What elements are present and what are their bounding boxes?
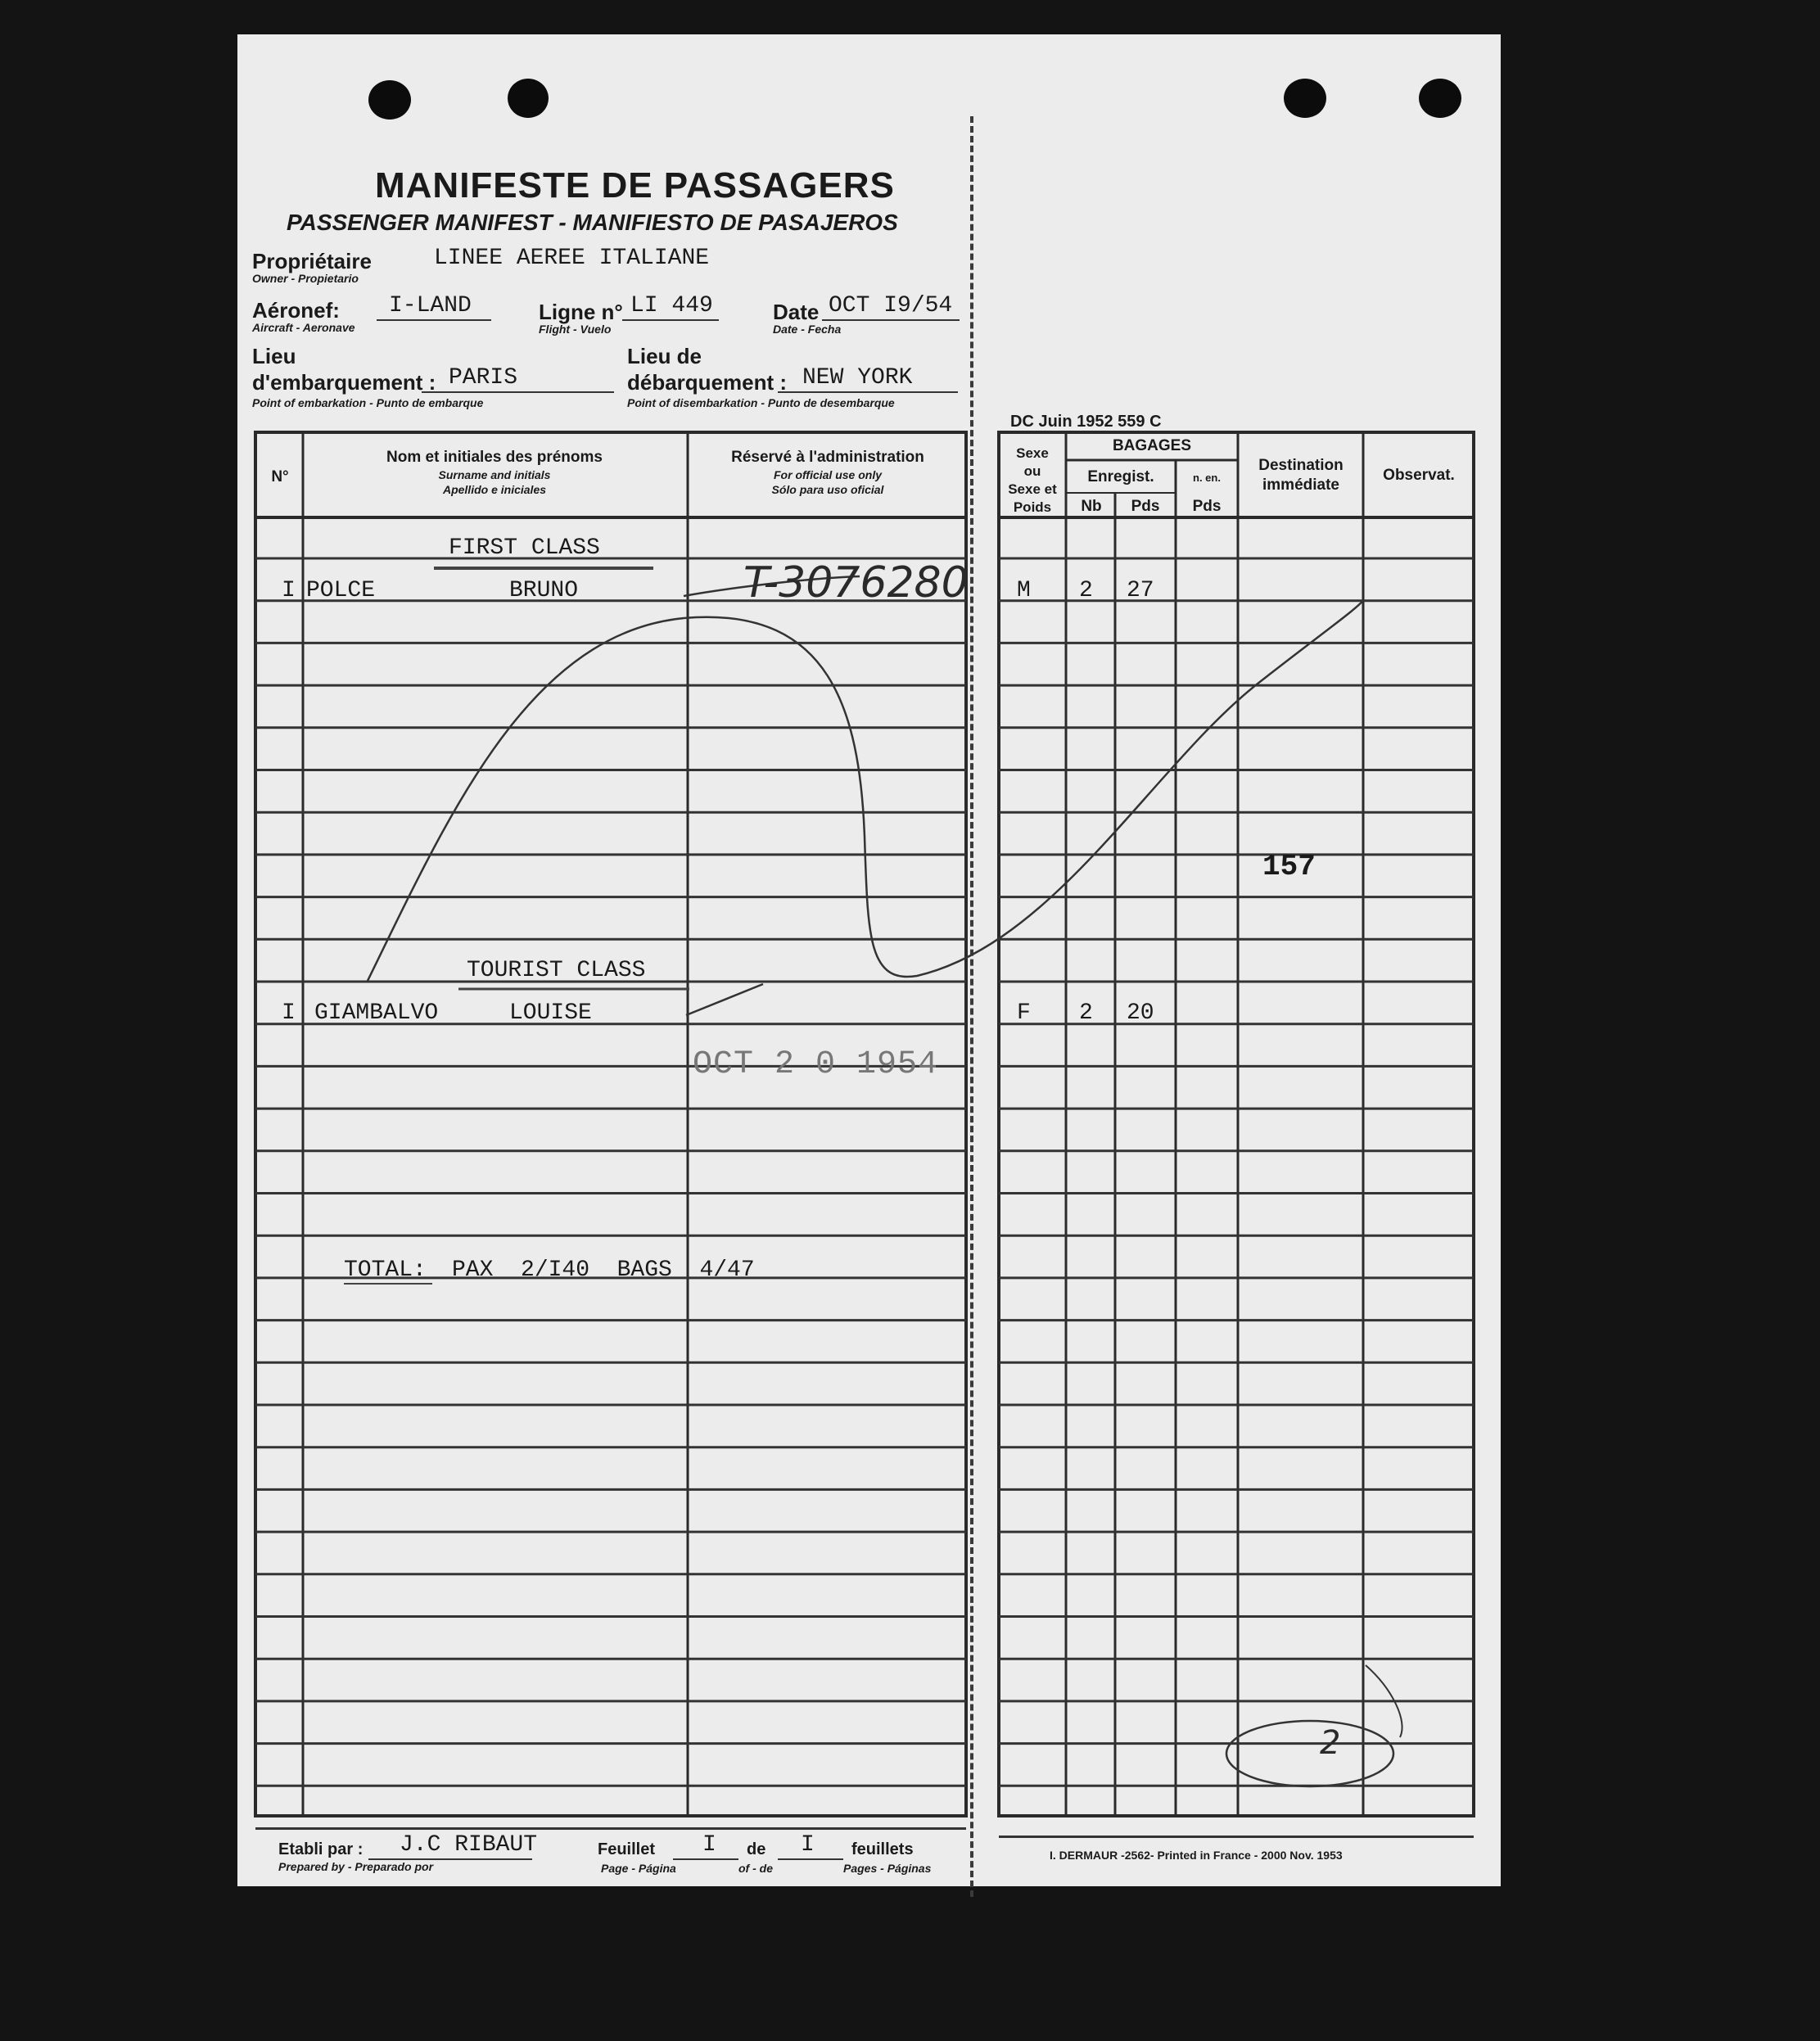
manifest-sheet xyxy=(237,34,1501,1886)
de-value: I xyxy=(801,1832,815,1858)
passenger-1-admin: T-3076280 xyxy=(743,558,969,607)
passenger-1-bags-nb: 2 xyxy=(1079,578,1093,603)
passenger-2-given: LOUISE xyxy=(509,1000,592,1026)
col-header-no: N° xyxy=(271,468,289,485)
feuillet-label: Feuillet xyxy=(598,1840,656,1858)
section-tourist-class: TOURIST CLASS xyxy=(467,958,646,983)
col-header-sex-1: Sexe xyxy=(1016,445,1049,461)
manifest-table-grid xyxy=(237,34,1501,1886)
flight-label: Ligne n° xyxy=(539,300,623,324)
passenger-2-no: I xyxy=(282,1000,296,1026)
flight-value: LI 449 xyxy=(630,293,713,318)
owner-value: LINEE AEREE ITALIANE xyxy=(434,246,710,271)
passenger-2-bags-nb: 2 xyxy=(1079,1000,1093,1026)
form-code: DC Juin 1952 559 C xyxy=(1010,413,1162,431)
embarkation-label-1: Lieu xyxy=(252,344,296,368)
passenger-1-no: I xyxy=(282,578,296,603)
of-sublabel: of - de xyxy=(738,1862,773,1875)
col-header-sex-4: Poids xyxy=(1013,499,1052,515)
section-first-class: FIRST CLASS xyxy=(449,535,600,561)
col-header-name: Nom et initiales des prénoms xyxy=(386,449,603,466)
prepared-by-value: J.C RIBAUT xyxy=(400,1832,538,1858)
col-header-nonenreg: n. en. xyxy=(1193,472,1221,484)
passenger-2-sex: F xyxy=(1017,1000,1031,1026)
passenger-2-bags-pds: 20 xyxy=(1127,1000,1154,1026)
col-header-admin-sub2: Sólo para uso oficial xyxy=(771,483,884,496)
disembarkation-sublabel: Point of disembarkation - Punto de desembarque xyxy=(627,396,895,409)
flight-sublabel: Flight - Vuelo xyxy=(539,323,612,336)
col-header-sex-3: Sexe et xyxy=(1008,481,1057,497)
date-sublabel: Date - Fecha xyxy=(773,323,842,336)
date-label: Date xyxy=(773,300,820,324)
col-header-sex-2: ou xyxy=(1023,463,1041,479)
col-header-enregist: Enregist. xyxy=(1087,468,1154,485)
disembarkation-label-2: débarquement : xyxy=(627,370,788,395)
date-stamp: OCT 2 0 1954 xyxy=(693,1046,939,1083)
prepared-by-sublabel: Prepared by - Preparado por xyxy=(278,1860,434,1873)
col-header-pds2: Pds xyxy=(1192,498,1222,515)
pages-sublabel: Pages - Páginas xyxy=(843,1862,932,1875)
col-header-bagages: BAGAGES xyxy=(1112,437,1192,454)
col-header-pds: Pds xyxy=(1131,498,1160,515)
prepared-by-label: Etabli par : xyxy=(278,1840,364,1858)
disembarkation-value: NEW YORK xyxy=(802,365,913,391)
embarkation-sublabel: Point of embarkation - Punto de embarque xyxy=(252,396,484,409)
col-header-observations: Observat. xyxy=(1383,467,1455,484)
manifest-title: MANIFESTE DE PASSAGERS xyxy=(375,165,895,205)
owner-sublabel: Owner - Propietario xyxy=(252,272,359,285)
destination-note: 157 xyxy=(1262,850,1316,883)
passenger-1-surname: POLCE xyxy=(306,578,376,603)
aircraft-value: I-LAND xyxy=(389,293,472,318)
aircraft-label: Aéronef: xyxy=(252,298,340,323)
col-header-admin-sub1: For official use only xyxy=(774,468,882,481)
col-header-destination-1: Destination xyxy=(1258,457,1344,474)
col-header-nb: Nb xyxy=(1081,498,1102,515)
feuillets-label: feuillets xyxy=(851,1840,914,1858)
col-header-name-sub2: Apellido e iniciales xyxy=(442,483,547,496)
manifest-subtitle: PASSENGER MANIFEST - MANIFIESTO DE PASAJEROS xyxy=(287,210,898,235)
de-label: de xyxy=(747,1840,766,1858)
feuillet-value: I xyxy=(702,1832,716,1858)
col-header-admin: Réservé à l'administration xyxy=(731,449,924,466)
aircraft-sublabel: Aircraft - Aeronave xyxy=(252,321,355,334)
handwritten-mark: 2 xyxy=(1320,1724,1341,1762)
owner-label: Propriétaire xyxy=(252,249,372,273)
passenger-1-bags-pds: 27 xyxy=(1127,578,1154,603)
passenger-2-surname: GIAMBALVO xyxy=(314,1000,439,1026)
passenger-1-given: BRUNO xyxy=(509,578,579,603)
total-label: TOTAL: xyxy=(344,1258,427,1283)
printer-imprint: I. DERMAUR -2562- Printed in France - 2000 Nov. 1953 xyxy=(1050,1849,1343,1862)
embarkation-label-2: d'embarquement : xyxy=(252,370,436,395)
embarkation-value: PARIS xyxy=(449,365,518,391)
page-sublabel: Page - Página xyxy=(601,1862,676,1875)
date-value: OCT I9/54 xyxy=(829,293,953,318)
col-header-name-sub1: Surname and initials xyxy=(438,468,551,481)
passenger-1-sex: M xyxy=(1017,578,1031,603)
col-header-destination-2: immédiate xyxy=(1262,476,1339,494)
disembarkation-label-1: Lieu de xyxy=(627,344,702,368)
total-text: PAX 2/I40 BAGS 4/47 xyxy=(452,1258,755,1283)
